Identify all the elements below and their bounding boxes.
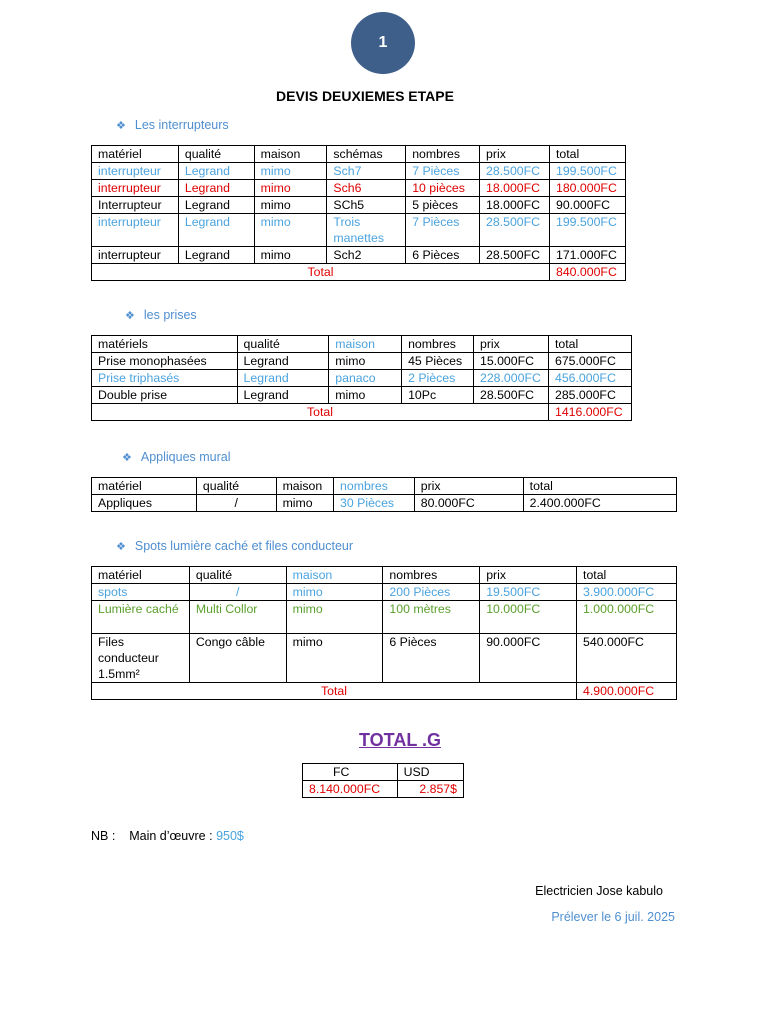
- cell: Legrand: [178, 197, 254, 214]
- header-cell: nombres: [406, 146, 480, 163]
- table-spots: [91, 566, 677, 700]
- section-heading-spots: [116, 539, 353, 553]
- section-heading-label: Les interrupteurs: [134, 118, 229, 132]
- header-cell: prix: [474, 336, 549, 353]
- total-label: Total: [92, 404, 549, 421]
- cell: 90.000FC: [480, 634, 577, 683]
- cell: SCh5: [327, 197, 406, 214]
- cell: mimo: [254, 180, 327, 197]
- cell: 2.857$: [397, 781, 463, 798]
- header-cell: prix: [480, 146, 550, 163]
- table-row: [92, 387, 632, 404]
- cell: 100 mètres: [383, 601, 480, 634]
- cell: mimo: [276, 495, 333, 512]
- document-title: DEVIS DEUXIEMES ETAPE: [276, 88, 454, 104]
- cell: mimo: [286, 634, 383, 683]
- cell: panaco: [329, 370, 402, 387]
- header-cell: prix: [414, 478, 523, 495]
- table-row: [92, 247, 626, 264]
- cell: mimo: [254, 214, 327, 247]
- cell: Sch7: [327, 163, 406, 180]
- cell: Legrand: [178, 247, 254, 264]
- bullet-icon: ❖: [116, 119, 126, 132]
- cell: Congo câble: [189, 634, 286, 683]
- table-interrupteurs: [91, 145, 626, 281]
- table-header-row: [92, 146, 626, 163]
- cell: /: [189, 584, 286, 601]
- header-cell: matériel: [92, 146, 179, 163]
- cell: Sch2: [327, 247, 406, 264]
- cell: 5 pièces: [406, 197, 480, 214]
- cell: 1.000.000FC: [577, 601, 677, 634]
- table-row: [92, 495, 677, 512]
- nb-text: Main d’œuvre :: [129, 829, 213, 843]
- header-cell: matériels: [92, 336, 238, 353]
- cell: 6 Pièces: [383, 634, 480, 683]
- cell: mimo: [329, 387, 402, 404]
- header-cell: total: [577, 567, 677, 584]
- cell: /: [196, 495, 276, 512]
- table-header-row: [92, 567, 677, 584]
- cell: 675.000FC: [548, 353, 631, 370]
- cell: Legrand: [237, 353, 329, 370]
- section-heading-interrupteurs: [116, 118, 229, 132]
- cell: 456.000FC: [548, 370, 631, 387]
- table-row: [92, 180, 626, 197]
- header-cell: maison: [276, 478, 333, 495]
- cell: 18.000FC: [480, 197, 550, 214]
- cell: 8.140.000FC: [303, 781, 398, 798]
- cell: 80.000FC: [414, 495, 523, 512]
- header-cell: prix: [480, 567, 577, 584]
- header-cell: nombres: [402, 336, 474, 353]
- bullet-icon: ❖: [125, 309, 135, 322]
- table-header-row: [92, 478, 677, 495]
- table-row: [303, 781, 464, 798]
- header-cell: maison: [254, 146, 327, 163]
- cell: Prise monophasées: [92, 353, 238, 370]
- cell: 199.500FC: [549, 214, 625, 247]
- cell: 10 pièces: [406, 180, 480, 197]
- table-appliques: [91, 477, 677, 512]
- cell: 10Pc: [402, 387, 474, 404]
- date-line: Prélever le 6 juil. 2025: [551, 910, 675, 924]
- table-header-row: [92, 336, 632, 353]
- header-cell: total: [548, 336, 631, 353]
- cell: Trois manettes: [327, 214, 406, 247]
- cell: Legrand: [178, 180, 254, 197]
- cell: Double prise: [92, 387, 238, 404]
- total-row: [92, 404, 632, 421]
- cell: interrupteur: [92, 180, 179, 197]
- cell: Files conducteur 1.5mm²: [92, 634, 190, 683]
- cell: 7 Pièces: [406, 214, 480, 247]
- table-row: [92, 601, 677, 634]
- table-row: [92, 197, 626, 214]
- cell: Legrand: [178, 163, 254, 180]
- cell: Sch6: [327, 180, 406, 197]
- nb-value: 950$: [216, 829, 244, 843]
- signature: Electricien Jose kabulo: [535, 884, 663, 898]
- cell: 30 Pièces: [334, 495, 415, 512]
- nb-label: NB :: [91, 829, 116, 843]
- cell: 28.500FC: [474, 387, 549, 404]
- total-row: [92, 683, 677, 700]
- header-cell: qualité: [189, 567, 286, 584]
- cell: 28.500FC: [480, 163, 550, 180]
- cell: 228.000FC: [474, 370, 549, 387]
- cell: Legrand: [178, 214, 254, 247]
- bullet-icon: ❖: [116, 540, 126, 553]
- header-cell: qualité: [237, 336, 329, 353]
- cell: mimo: [329, 353, 402, 370]
- header-cell: USD: [397, 764, 463, 781]
- cell: Appliques: [92, 495, 197, 512]
- cell: spots: [92, 584, 190, 601]
- cell: 7 Pièces: [406, 163, 480, 180]
- table-row: [92, 584, 677, 601]
- cell: Interrupteur: [92, 197, 179, 214]
- cell: Legrand: [237, 387, 329, 404]
- total-value: 4.900.000FC: [577, 683, 677, 700]
- cell: Multi Collor: [189, 601, 286, 634]
- cell: 2 Pièces: [402, 370, 474, 387]
- cell: 18.000FC: [480, 180, 550, 197]
- cell: 28.500FC: [480, 247, 550, 264]
- table-prises: [91, 335, 632, 421]
- table-grand-total: [302, 763, 464, 798]
- nb-line: [91, 829, 244, 843]
- table-row: [92, 370, 632, 387]
- total-label: Total: [92, 683, 577, 700]
- cell: mimo: [286, 601, 383, 634]
- cell: interrupteur: [92, 214, 179, 247]
- section-heading-prises: [125, 308, 197, 322]
- table-row: [92, 634, 677, 683]
- cell: 28.500FC: [480, 214, 550, 247]
- cell: mimo: [286, 584, 383, 601]
- table-header-row: [303, 764, 464, 781]
- cell: 200 Pièces: [383, 584, 480, 601]
- cell: 180.000FC: [549, 180, 625, 197]
- cell: 285.000FC: [548, 387, 631, 404]
- bullet-icon: ❖: [122, 451, 132, 464]
- header-cell: matériel: [92, 567, 190, 584]
- cell: 171.000FC: [549, 247, 625, 264]
- header-cell: total: [549, 146, 625, 163]
- header-cell: qualité: [196, 478, 276, 495]
- cell: Legrand: [237, 370, 329, 387]
- cell: 90.000FC: [549, 197, 625, 214]
- cell: 19.500FC: [480, 584, 577, 601]
- cell: 199.500FC: [549, 163, 625, 180]
- header-cell: qualité: [178, 146, 254, 163]
- total-label: Total: [92, 264, 550, 281]
- cell: Lumière caché: [92, 601, 190, 634]
- cell: interrupteur: [92, 247, 179, 264]
- header-cell: FC: [303, 764, 398, 781]
- header-cell: maison: [329, 336, 402, 353]
- table-row: [92, 163, 626, 180]
- cell: mimo: [254, 197, 327, 214]
- grand-total-heading: TOTAL .G: [358, 730, 441, 750]
- header-cell: maison: [286, 567, 383, 584]
- table-row: [92, 353, 632, 370]
- cell: interrupteur: [92, 163, 179, 180]
- header-cell: total: [523, 478, 676, 495]
- cell: 2.400.000FC: [523, 495, 676, 512]
- section-heading-appliques: [122, 450, 231, 464]
- cell: Prise triphasés: [92, 370, 238, 387]
- cell: 15.000FC: [474, 353, 549, 370]
- section-heading-label: Spots lumière caché et files conducteur: [134, 539, 354, 553]
- cell: 45 Pièces: [402, 353, 474, 370]
- page-number-badge: 1: [351, 12, 415, 74]
- table-row: [92, 214, 626, 247]
- header-cell: nombres: [383, 567, 480, 584]
- total-value: 1416.000FC: [548, 404, 631, 421]
- cell: 6 Pièces: [406, 247, 480, 264]
- cell: 10.000FC: [480, 601, 577, 634]
- total-value: 840.000FC: [549, 264, 625, 281]
- total-row: [92, 264, 626, 281]
- cell: 540.000FC: [577, 634, 677, 683]
- section-heading-label: Appliques mural: [140, 450, 231, 464]
- cell: 3.900.000FC: [577, 584, 677, 601]
- header-cell: nombres: [334, 478, 415, 495]
- header-cell: schémas: [327, 146, 406, 163]
- cell: mimo: [254, 163, 327, 180]
- cell: mimo: [254, 247, 327, 264]
- section-heading-label: les prises: [143, 308, 197, 322]
- header-cell: matériel: [92, 478, 197, 495]
